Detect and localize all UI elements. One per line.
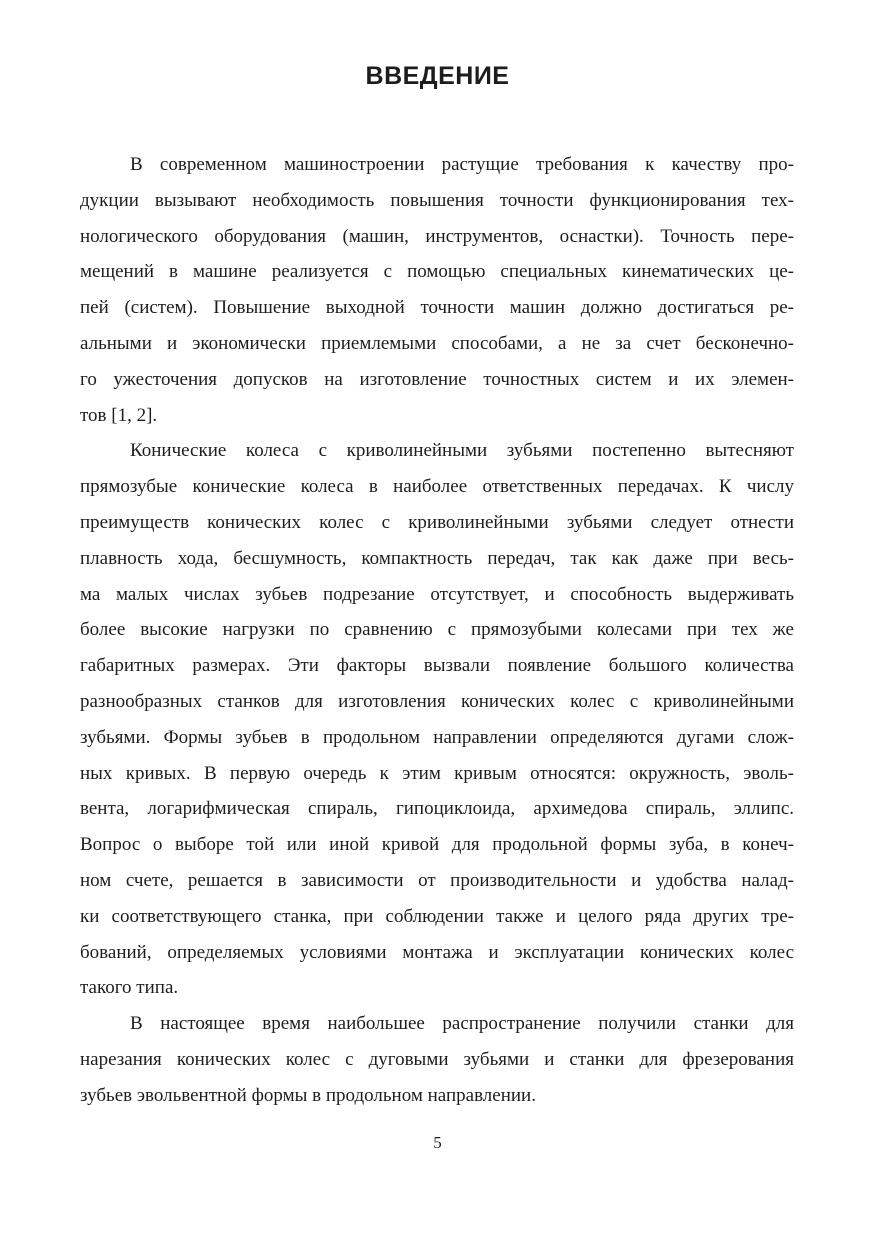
text-line: ма малых числах зубьев подрезание отсутствует, и способность выдерживать (80, 583, 794, 605)
body-text (80, 147, 794, 1114)
text-line: бований, определяемых условиями монтажа и эксплуатации конических колес (80, 941, 794, 963)
text-line: более высокие нагрузки по сравнению с прямозубыми колесами при тех же (80, 619, 794, 641)
text-line: вента, логарифмическая спираль, гипоциклоида, архимедова спираль, эллипс. (80, 798, 794, 820)
page-title: ВВЕДЕНИЕ (365, 62, 510, 90)
text-line: пей (систем). Повышение выходной точности машин должно достигаться ре- (80, 297, 794, 319)
text-line: нологического оборудования (машин, инструментов, оснастки). Точность пере- (80, 225, 794, 247)
text-line: плавность хода, бесшумность, компактность передач, так как даже при весь- (80, 547, 794, 569)
text-line: габаритных размерах. Эти факторы вызвали появление большого количества (80, 655, 794, 677)
text-line: ки соответствующего станка, при соблюдении также и целого ряда других тре- (80, 905, 794, 927)
paragraph-3 (80, 1006, 794, 1113)
text-line: дукции вызывают необходимость повышения точности функционирования тех- (80, 189, 794, 211)
text-line: го ужесточения допусков на изготовление точностных систем и их элемен- (80, 368, 794, 390)
text-line: ном счете, решается в зависимости от производительности и удобства налад- (80, 869, 794, 891)
text-line: такого типа. (80, 977, 179, 999)
text-line: разнообразных станков для изготовления конических колес с криволинейными (80, 690, 794, 712)
text-line: В современном машиностроении растущие требования к качеству про- (130, 154, 794, 175)
text-line: тов [1, 2]. (80, 404, 158, 426)
text-line: преимуществ конических колес с криволинейными зубьями следует отнести (80, 511, 794, 533)
text-line: нарезания конических колес с дуговыми зубьями и станки для фрезерования (80, 1048, 794, 1070)
text-line: альными и экономически приемлемыми способами, а не за счет бесконечно- (80, 332, 794, 354)
text-line: мещений в машине реализуется с помощью специальных кинематических це- (80, 261, 794, 283)
text-line: В настоящее время наибольшее распространение получили станки для (130, 1013, 794, 1035)
text-line: зубьев эвольвентной формы в продольном направлении. (80, 1084, 536, 1106)
text-line: Конические колеса с криволинейными зубьями постепенно вытесняют (130, 440, 794, 462)
text-line: Вопрос о выборе той или иной кривой для продольной формы зуба, в конеч- (80, 834, 794, 856)
text-line: зубьями. Формы зубьев в продольном направлении определяются дугами слож- (80, 726, 794, 748)
paragraph-1 (80, 147, 794, 433)
text-line: прямозубые конические колеса в наиболее ответственных передачах. К числу (80, 476, 794, 498)
paragraph-2 (80, 433, 794, 1006)
text-line: ных кривых. В первую очередь к этим кривым относятся: окружность, эволь- (80, 762, 794, 784)
page-number: 5 (433, 1133, 442, 1152)
